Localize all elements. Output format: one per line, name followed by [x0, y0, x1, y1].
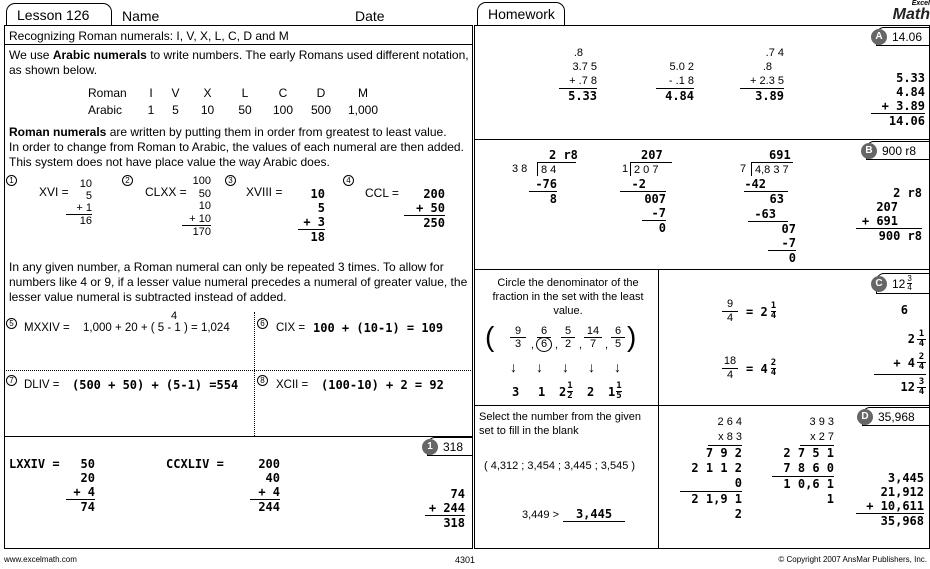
footer-website: www.excelmath.com	[4, 555, 77, 564]
work-line: + 244	[425, 501, 465, 516]
work-line: + 4	[250, 485, 280, 500]
mixed-whole: 1	[608, 384, 616, 399]
work-line: + 691	[856, 214, 922, 229]
lesson-number: Lesson 126	[17, 7, 90, 23]
ex5-label: MXXIV =	[24, 322, 70, 334]
example-number: 4	[343, 175, 354, 186]
work-line: 74	[80, 500, 95, 514]
improper-frac	[722, 355, 738, 382]
roman-cell: M	[358, 86, 368, 100]
work-line: 14.06	[888, 114, 925, 128]
frac-num: 6	[611, 325, 625, 338]
mixed-frac	[567, 382, 572, 401]
frac-den: 2	[567, 391, 573, 401]
sum-line: 6	[900, 303, 908, 317]
logo-top: Excel	[911, 0, 930, 7]
mixed-whole: + 4	[893, 355, 915, 370]
work-line: -63	[748, 207, 788, 222]
roman-explanation	[9, 125, 471, 170]
practice-1-answer-badge	[427, 437, 473, 456]
hw-b-div1-steps	[529, 177, 557, 206]
hw-b-div3-dividend: 4,8 3 7	[751, 162, 793, 176]
frac-num: 6	[537, 325, 551, 338]
ex5-expr: 1,000 + 20 + ( 5 - 1 ) = 1,024	[83, 322, 230, 334]
hw-b-div1-divisor: 3 8	[512, 163, 528, 175]
intro-pre: We use	[9, 48, 53, 62]
hw-c-instructions: Circle the denominator of the fraction in the set with the least value.	[492, 277, 644, 317]
work-line: + 50	[404, 201, 445, 216]
frac-den: 4	[918, 386, 925, 397]
example-number: 1	[6, 175, 17, 186]
blank-prefix: 3,449 >	[522, 509, 560, 521]
hw-c-values	[512, 382, 622, 401]
frac-num: 1	[616, 381, 622, 391]
work-line: 900 r8	[878, 229, 922, 243]
logo-bottom: Math	[892, 6, 930, 23]
work-line: x 2 7	[800, 430, 834, 446]
hw-b-div2-divisor: 1	[622, 163, 629, 175]
work-line: 10	[79, 178, 92, 190]
work-line: 1 0,6 1 1	[783, 477, 834, 506]
roman-label: Roman	[88, 86, 127, 100]
work-line: 250	[423, 216, 445, 230]
work-line: + 10	[182, 213, 211, 227]
mixed-frac	[771, 359, 776, 378]
set-fraction: 14 7 ,	[580, 325, 606, 352]
hw-d-mult1	[680, 415, 742, 522]
arrow-down-icon: ↓	[614, 359, 621, 375]
work-line: 100	[192, 175, 211, 187]
work-line: 16	[79, 215, 92, 227]
frac-num: 1	[918, 328, 925, 339]
intro-paragraph	[9, 48, 469, 78]
ex2-work	[182, 175, 211, 239]
roman-cell: V	[171, 86, 180, 100]
work-line: 5	[85, 190, 92, 202]
hw-b-answer-badge	[866, 141, 930, 160]
work-line: -7	[642, 206, 666, 221]
roman-cell: I	[149, 86, 153, 100]
mixed-whole: 12	[900, 380, 915, 394]
arabic-cell: 100	[272, 103, 294, 117]
work-line: 10	[310, 187, 325, 201]
name-label: Name	[122, 8, 160, 24]
ex6-label: CIX =	[276, 322, 306, 334]
work-line: 35,968	[880, 514, 924, 528]
fraction-value-mixed	[559, 382, 587, 401]
fraction-value: 1	[538, 384, 546, 399]
work-line: 3.7 5	[572, 61, 597, 73]
sum-line	[880, 327, 926, 351]
frac-den: 5	[616, 391, 622, 401]
frac-den: 4	[726, 369, 734, 381]
frac-den: 4	[770, 368, 777, 378]
intro-bold: Arabic numerals	[52, 48, 147, 62]
hw-b-div2-steps	[620, 177, 666, 235]
hw-c-sum	[880, 303, 926, 399]
work-line: .7 4	[765, 47, 784, 59]
hw-b-div2-dividend: 2 0 7	[630, 162, 672, 176]
ex8-expr: (100-10) + 2 = 92	[321, 378, 444, 392]
p1-b-label: CCXLIV =	[166, 457, 224, 471]
hw-b-div1-quotient: 2 r8	[549, 148, 578, 162]
hw-b-div3-divisor: 7	[740, 163, 747, 175]
p1-a-work	[66, 457, 95, 514]
sum-line	[874, 351, 926, 375]
frac-num: 2	[918, 352, 925, 362]
footer-copyright: © Copyright 2007 AnsMar Publishers, Inc.	[778, 555, 927, 564]
p2-line2: In order to change from Roman to Arabic, the values of each numeral are then added.	[9, 140, 464, 154]
work-line: 74	[450, 487, 465, 501]
lesson-title: Recognizing Roman numerals: I, V, X, L, C, D and M	[9, 29, 289, 43]
frac-den: 4	[918, 338, 925, 349]
ex6-expr: 100 + (10-1) = 109	[313, 321, 444, 335]
excel-math-logo	[886, 0, 930, 24]
set-fraction: 9 3 ,	[504, 325, 532, 352]
lesson-tab	[6, 3, 112, 26]
work-line: + 10,611	[856, 499, 924, 514]
mixed-frac	[917, 378, 926, 397]
p2-line3: This system does not have place value the way Arabic does.	[9, 155, 330, 169]
work-line: 0	[788, 251, 796, 266]
frac-den: 6	[536, 337, 552, 352]
work-line: 200	[258, 457, 280, 471]
frac-num: 9	[510, 325, 526, 338]
mixed-whole: 2	[559, 384, 567, 399]
work-line: 3,445	[887, 471, 924, 485]
frac-den: 4	[918, 362, 925, 372]
ex4-work	[404, 187, 445, 230]
work-line: -7	[768, 236, 796, 251]
work-line: + 3	[298, 215, 325, 230]
mixed-frac	[917, 330, 926, 349]
mixed-whole: 2	[907, 332, 915, 346]
hw-c-fraction-set	[504, 325, 630, 352]
arrow-down-icon: ↓	[536, 359, 543, 375]
problem-letter-icon: D	[857, 409, 873, 425]
set-fraction: 6 6 ,	[532, 325, 556, 352]
frac-den: 7	[589, 338, 597, 350]
roman-cell: C	[278, 86, 288, 100]
frac-num: 9	[722, 298, 738, 312]
work-line: 5	[317, 201, 325, 215]
frac-den: 4	[726, 312, 734, 324]
work-line: 2 6 4	[717, 416, 742, 428]
work-line: 5.0 2	[669, 61, 694, 73]
sum-line	[880, 375, 926, 399]
work-line: 7 8 6 0	[772, 461, 834, 477]
arrow-down-icon: ↓	[588, 359, 595, 375]
example-number: 8	[257, 375, 268, 386]
hw-b-div3-steps	[744, 177, 796, 266]
hw-c-answer-badge	[876, 273, 930, 294]
work-line: 5.33	[568, 89, 597, 103]
example-number: 5	[6, 318, 17, 329]
work-line: 007	[644, 192, 666, 206]
work-line: 4.84	[665, 89, 694, 103]
work-line: 244	[258, 500, 280, 514]
problem-letter-icon: C	[871, 276, 887, 292]
work-line: .8	[573, 47, 583, 59]
hw-d-mult2	[772, 415, 834, 507]
work-line: 21,912	[880, 485, 924, 499]
frac-num: 1	[567, 381, 573, 391]
frac-den: 4	[907, 283, 912, 292]
arrow-down-icon: ↓	[510, 359, 517, 375]
hw-c-mixed1	[722, 298, 776, 325]
hw-d-instructions: Select the number from the given set to fill in the blank	[479, 411, 642, 437]
work-line: 18	[310, 230, 325, 244]
frac-num: 3	[918, 376, 925, 387]
p2-bold: Roman numerals	[9, 125, 107, 139]
frac-den: 3	[514, 338, 522, 350]
hw-b-div2-quotient: 207	[641, 148, 663, 162]
hw-b-div1-dividend: 8 4	[537, 162, 576, 176]
arabic-cell: 1	[147, 103, 155, 117]
repeat-rule-paragraph: In any given number, a Roman numeral can only be repeated 3 times. To allow for numbers like 4 or 9, if a lesser value numeral precedes a numeral of greater value, the lesser value numeral is subtracted instead of added.	[9, 260, 468, 304]
work-line: + .7 8	[559, 74, 597, 89]
work-line: + 2.3 5	[740, 74, 784, 89]
arabic-cell: 5	[172, 103, 179, 117]
hw-a-sum	[871, 71, 925, 128]
frac-num: 3	[907, 274, 912, 283]
answer-value: 14.06	[892, 29, 923, 44]
ex7-label: DLIV =	[24, 379, 60, 391]
improper-frac	[722, 298, 738, 325]
roman-cell: X	[203, 86, 212, 100]
ex7-expr: (500 + 50) + (5-1) =554	[72, 378, 239, 392]
work-line: 4.84	[896, 85, 925, 99]
hw-a-col3	[740, 46, 784, 103]
ex8-label: XCII =	[276, 379, 309, 391]
work-line: 8	[549, 192, 557, 206]
hw-c-paren-right: )	[627, 321, 637, 352]
hw-a-col1	[559, 46, 597, 103]
hw-c-mixed2	[722, 355, 776, 382]
work-line: 5.33	[896, 71, 925, 85]
hw-b-div3-quotient: 691	[769, 148, 791, 162]
work-line: x 8 3	[708, 430, 742, 446]
frac-den: 4	[770, 311, 777, 321]
work-line: + 4	[66, 485, 95, 500]
answer-value: 900 r8	[882, 143, 917, 158]
problem-letter-icon: B	[861, 143, 877, 159]
date-label: Date	[355, 8, 385, 24]
frac-num: 18	[723, 355, 737, 367]
work-line: 40	[265, 471, 280, 485]
ex1-label: XVI =	[39, 185, 69, 199]
mixed-eq: = 2	[746, 304, 768, 319]
hw-b-sum	[856, 186, 922, 243]
arrow-down-icon: ↓	[562, 359, 569, 375]
arabic-cell: 500	[310, 103, 332, 117]
work-line: 7 9 2	[705, 446, 742, 460]
frac-num: 14	[584, 325, 602, 338]
fraction-value: 2	[587, 384, 595, 399]
homework-title: Homework	[488, 6, 555, 22]
work-line: 63	[769, 192, 784, 207]
p1-b-work	[250, 457, 280, 514]
work-line: 20	[80, 471, 95, 485]
work-line: 2 1 1 2 0	[680, 461, 742, 492]
homework-tab	[477, 2, 565, 26]
ex3-label: XVIII =	[246, 185, 283, 199]
work-line: + 3.89	[871, 99, 925, 114]
arabic-cell: 50	[238, 103, 252, 117]
p1-sum-work	[425, 487, 465, 530]
ex2-label: CLXX =	[145, 185, 187, 199]
ex4-label: CCL =	[365, 186, 399, 200]
work-line: 50	[198, 187, 211, 200]
hw-d-set: ( 4,312 ; 3,454 ; 3,445 ; 3,545 )	[484, 460, 636, 472]
mixed-eq: = 4	[746, 361, 768, 376]
arabic-cell: 1,000	[347, 103, 379, 117]
frac-den: 5	[614, 338, 622, 350]
fraction-value: 3	[512, 384, 520, 399]
answer-value: 318	[443, 439, 464, 454]
frac-num: 5	[561, 325, 575, 338]
work-line: 2 r8	[893, 186, 922, 200]
work-line: 170	[192, 226, 211, 238]
mixed-frac	[616, 382, 621, 401]
hw-a-col2	[656, 60, 694, 103]
work-line: 3.89	[755, 89, 784, 103]
frac-den: 2	[564, 338, 572, 350]
work-line: 2 1,9 1 2	[691, 492, 742, 521]
blank-answer: 3,445	[563, 507, 625, 522]
work-line: 50	[80, 457, 95, 471]
work-line: 07	[781, 221, 796, 236]
work-line: 3 9 3	[809, 416, 834, 428]
roman-cell: D	[316, 86, 326, 100]
work-line: .8	[762, 61, 772, 73]
ex1-work	[66, 178, 92, 227]
work-line: 0	[658, 221, 666, 235]
hw-a-answer-badge	[876, 27, 930, 46]
arabic-cell: 10	[200, 103, 215, 117]
problem-letter-icon: A	[871, 29, 887, 45]
answer-whole: 12	[892, 276, 906, 291]
intro-post: to write numbers. The early Romans used different notation, as shown below.	[9, 48, 469, 77]
example-number: 7	[6, 375, 17, 386]
hw-c-arrows	[510, 360, 640, 374]
hw-d-sum	[856, 471, 924, 528]
work-line: 10	[198, 200, 211, 212]
p2-rest: are written by putting them in order from greatest to least value.	[106, 125, 447, 139]
set-fraction	[606, 325, 630, 352]
set-fraction: 5 2 ,	[556, 325, 580, 352]
mixed-frac	[771, 302, 776, 321]
work-line: 318	[443, 516, 465, 530]
answer-fraction	[907, 275, 911, 292]
p1-a-label: LXXIV =	[9, 457, 60, 471]
arabic-label: Arabic	[88, 103, 123, 117]
work-line: + 1	[66, 202, 92, 215]
example-number: 6	[257, 318, 268, 329]
hw-d-answer-badge	[862, 407, 930, 426]
work-line: -42	[744, 177, 788, 192]
roman-cell: L	[241, 86, 249, 100]
work-line: 2 7 5 1	[783, 446, 834, 460]
mixed-frac	[917, 353, 926, 372]
fraction-value-mixed	[608, 382, 622, 401]
footer-page-number: 4301	[455, 555, 476, 565]
roman-table	[88, 86, 386, 120]
problem-number-icon: 1	[422, 439, 438, 455]
frac-num: 1	[770, 301, 777, 311]
example-number: 3	[225, 175, 236, 186]
work-line: 200	[423, 187, 445, 201]
work-line: -76	[529, 177, 557, 192]
work-line: - .1 8	[656, 74, 694, 89]
example-number: 2	[122, 175, 133, 186]
ex5-above: 4	[171, 310, 178, 322]
hw-d-blank	[522, 507, 625, 522]
frac-num: 2	[770, 358, 777, 368]
work-line: 207	[876, 200, 898, 214]
ex3-work	[298, 187, 325, 244]
work-line: -2	[620, 177, 666, 192]
answer-value: 35,968	[878, 409, 915, 424]
hw-c-paren-left: (	[485, 321, 495, 352]
